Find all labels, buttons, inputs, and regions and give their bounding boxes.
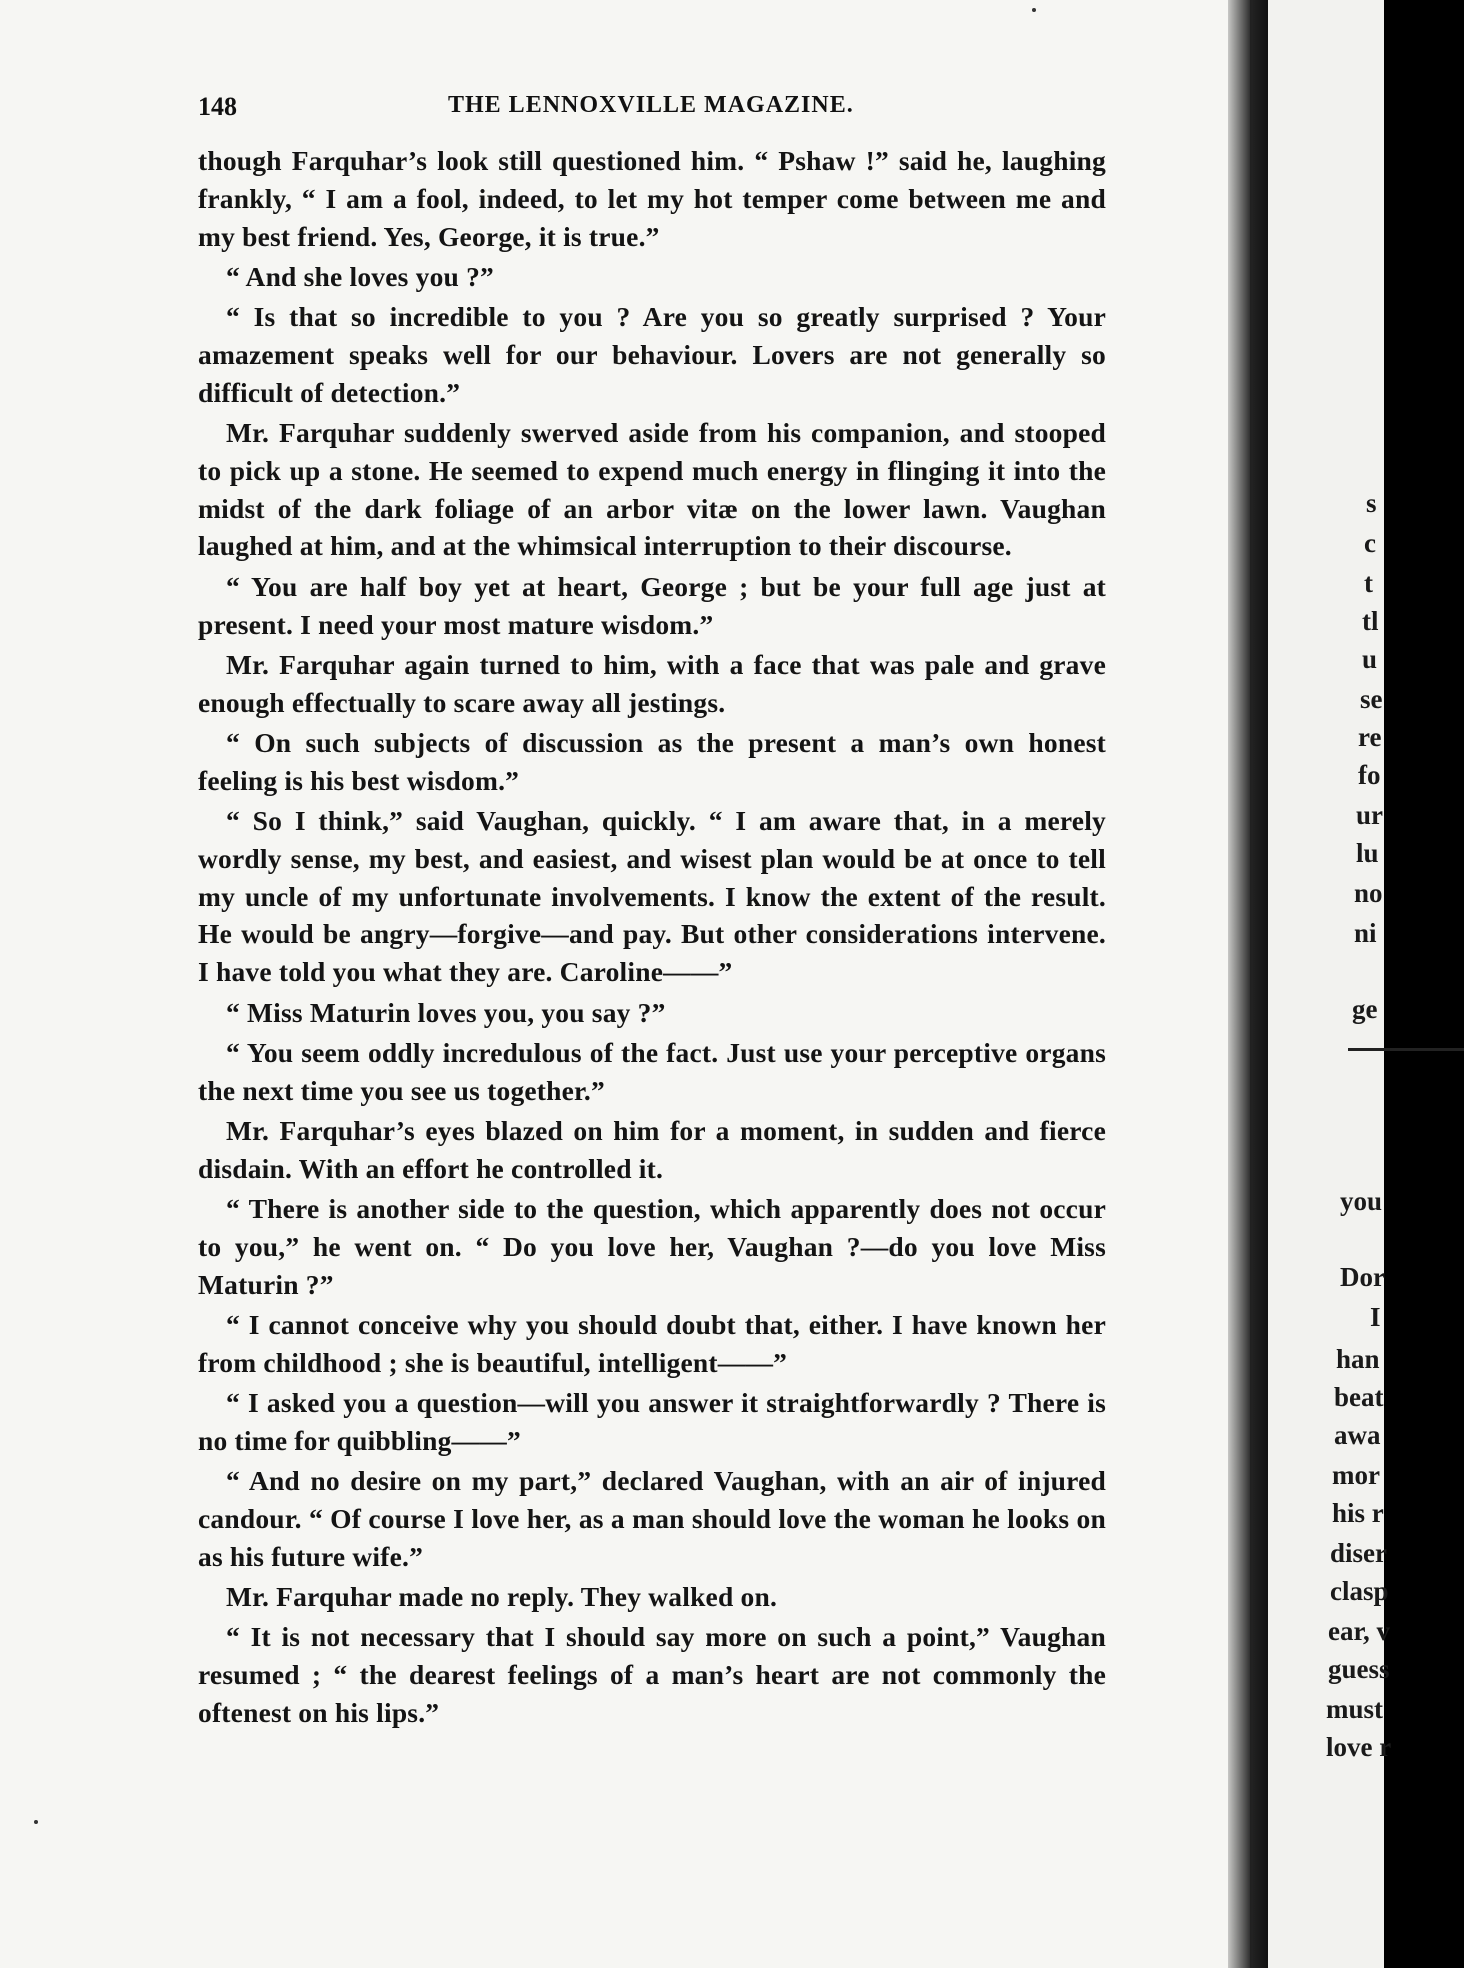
- paragraph: Mr. Farquhar’s eyes blazed on him for a moment, in sudden and fierce disdain. With an effort he controlled it.: [198, 1114, 1106, 1184]
- facing-fragment: his r: [1332, 1498, 1384, 1528]
- paragraph: “ I cannot conceive why you should doubt that, either. I have known her from childhood ; she is beautiful, intelligent——”: [198, 1308, 1106, 1378]
- facing-fragment: I: [1370, 1302, 1381, 1332]
- facing-fragment: re: [1358, 722, 1382, 752]
- paragraph: Mr. Farquhar suddenly swerved aside from his companion, and stooped to pick up a stone. He seemed to expend much energy in flinging it into the midst of the dark foliage of an arbor vitæ on the lower lawn. Vaughan laughed at him, and at the whimsical interruption to their discourse.: [198, 417, 1106, 562]
- paragraph: “ You seem oddly incredulous of the fact. Just use your perceptive organs the next time you see us together.”: [198, 1036, 1106, 1106]
- facing-fragment: s: [1366, 488, 1377, 518]
- facing-fragment: se: [1360, 684, 1383, 714]
- paragraph: “ There is another side to the question, which apparently does not occur to you,” he went on. “ Do you love her, Vaughan ?—do you love Miss Maturin ?”: [198, 1193, 1106, 1300]
- paragraph: Mr. Farquhar made no reply. They walked on.: [226, 1580, 778, 1612]
- facing-fragment: ge: [1352, 994, 1378, 1024]
- facing-fragment: lu: [1356, 838, 1379, 868]
- facing-fragment: diser: [1330, 1538, 1387, 1568]
- facing-fragment: clasp: [1330, 1576, 1389, 1606]
- page-header: [198, 92, 1088, 132]
- running-title: THE LENNOXVILLE MAGAZINE.: [448, 92, 854, 118]
- body-text: [198, 142, 1106, 1732]
- paragraph: “ Miss Maturin loves you, you say ?”: [226, 996, 666, 1028]
- facing-fragment: beat: [1334, 1382, 1384, 1412]
- paragraph: “ On such subjects of discussion as the present a man’s own honest feeling is his best wisdom.”: [198, 726, 1106, 796]
- facing-fragment: t: [1364, 568, 1373, 598]
- facing-fragment: ear, v: [1328, 1616, 1390, 1646]
- paragraph: “ So I think,” said Vaughan, quickly. “ I am aware that, in a merely wordly sense, my best, and easiest, and wisest plan would be at once to tell my uncle of my unfortunate involvements. I know the extent of the result. He would be angry—forgive—and pay. But other considerations intervene. I have told you what they are. Caroline——”: [198, 805, 1106, 988]
- facing-fragment: mor: [1332, 1460, 1380, 1490]
- facing-page-edge: [1268, 0, 1392, 1968]
- facing-fragment: no: [1354, 878, 1383, 908]
- paragraph: “ It is not necessary that I should say more on such a point,” Vaughan resumed ; “ the dearest feelings of a man’s heart are not commonly the oftenest on his lips.”: [198, 1621, 1106, 1728]
- speck: [1032, 8, 1036, 12]
- paragraph: “ Is that so incredible to you ? Are you so greatly surprised ? Your amazement speaks well for our behaviour. Lovers are not generally so difficult of detection.”: [198, 301, 1106, 408]
- book-gutter: [1228, 0, 1268, 1968]
- facing-fragment: c: [1364, 528, 1376, 558]
- page-number: 148: [198, 92, 237, 121]
- paragraph: though Farquhar’s look still questioned him. “ Pshaw !” said he, laughing frankly, “ I am a fool, indeed, to let my hot temper come between me and my best friend. Yes, George, it is true.”: [198, 145, 1106, 252]
- paragraph: “ And she loves you ?”: [226, 260, 494, 292]
- paragraph: “ You are half boy yet at heart, George ; but be your full age just at present. I need your most mature wisdom.”: [198, 570, 1106, 640]
- paragraph: “ And no desire on my part,” declared Vaughan, with an air of injured candour. “ Of course I love her, as a man should love the woman he looks on as his future wife.”: [198, 1465, 1106, 1572]
- facing-fragment: must: [1326, 1694, 1384, 1724]
- facing-fragment: love r: [1326, 1732, 1392, 1762]
- facing-fragment: u: [1362, 644, 1378, 674]
- facing-fragment: guess: [1328, 1654, 1390, 1684]
- facing-fragment: awa: [1334, 1420, 1381, 1450]
- facing-fragment: han: [1336, 1344, 1380, 1374]
- facing-fragment: tl: [1362, 606, 1379, 636]
- paragraph: “ I asked you a question—will you answer it straightforwardly ? There is no time for quibbling——”: [198, 1387, 1106, 1456]
- facing-fragment: fo: [1358, 760, 1381, 790]
- facing-fragment: ur: [1356, 800, 1383, 830]
- paragraph: Mr. Farquhar again turned to him, with a face that was pale and grave enough effectually to scare away all jestings.: [198, 648, 1106, 718]
- facing-fragment: ni: [1354, 918, 1377, 948]
- facing-fragment: you: [1340, 1186, 1383, 1216]
- speck: [34, 1820, 38, 1824]
- facing-rule: [1348, 1048, 1464, 1051]
- facing-fragment: Dor: [1340, 1262, 1385, 1292]
